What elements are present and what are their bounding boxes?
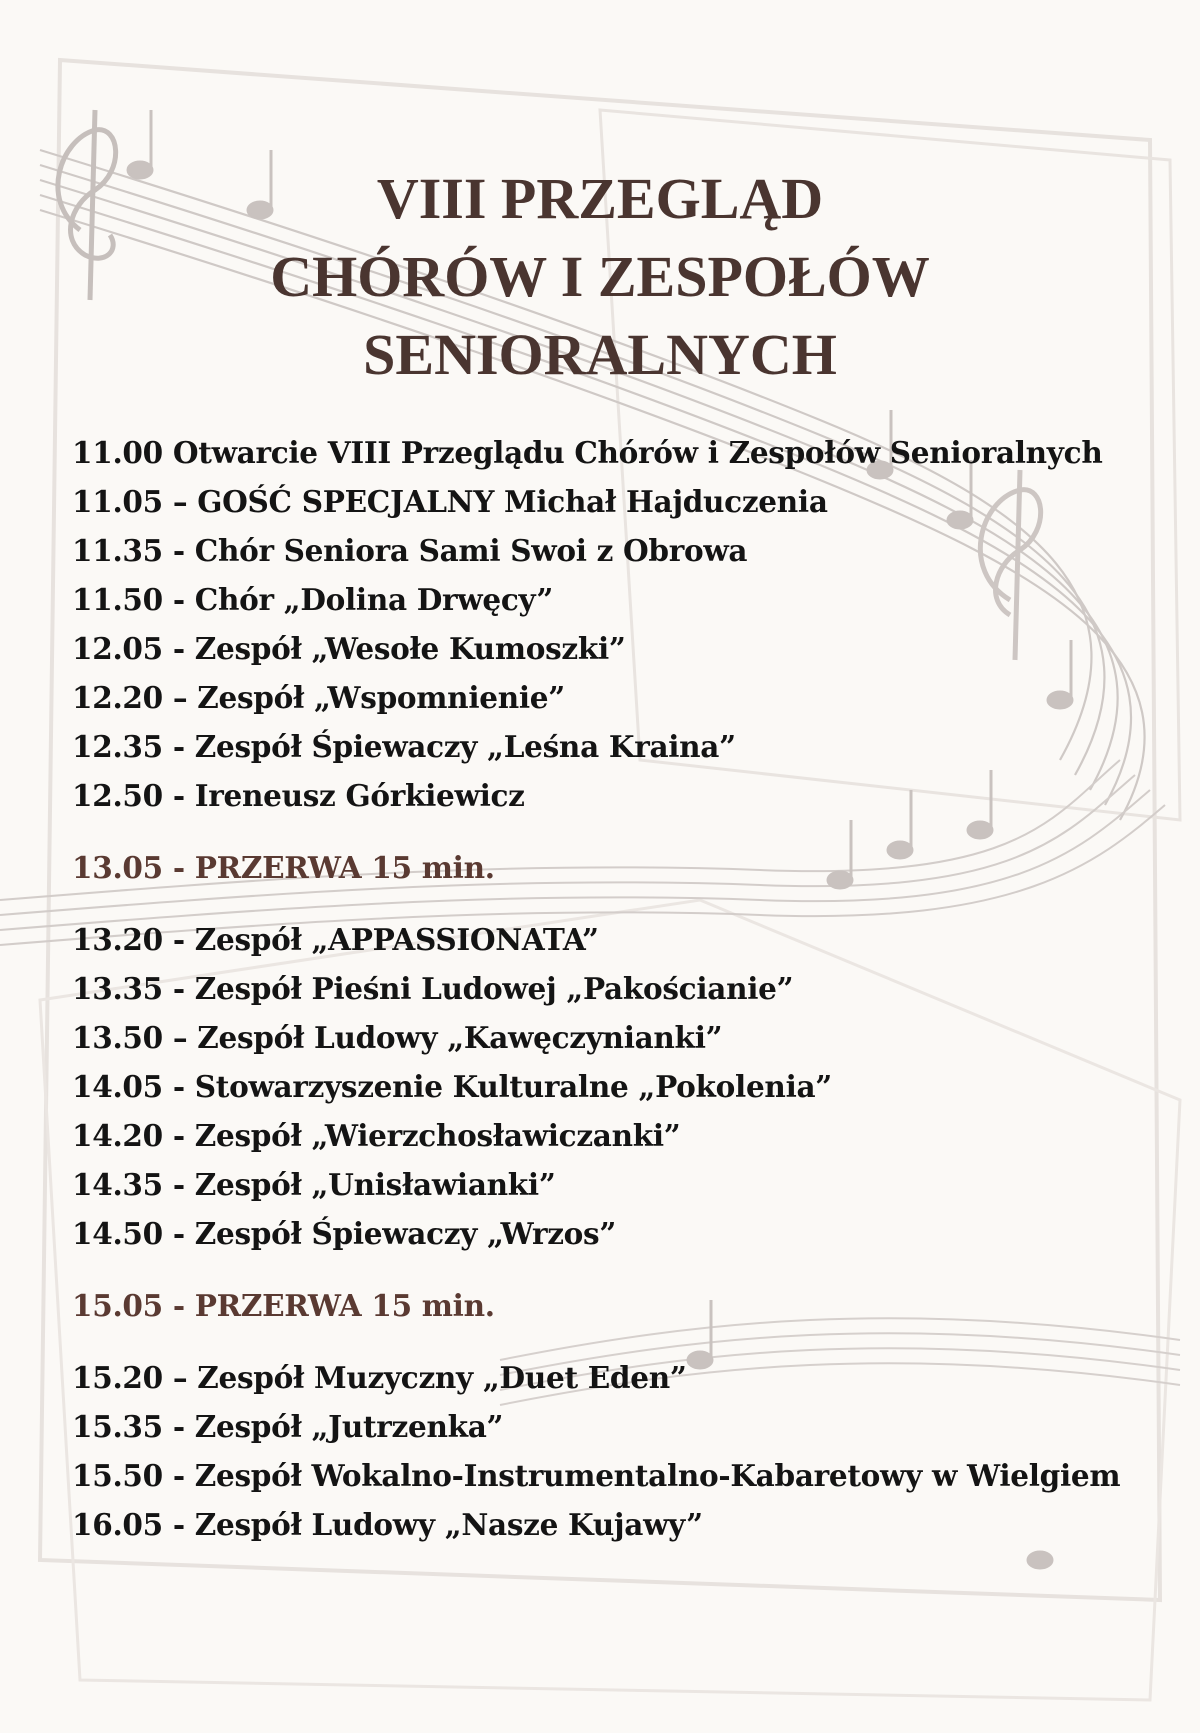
schedule-item: 16.05 - Zespół Ludowy „Nasze Kujawy”	[72, 1507, 703, 1542]
schedule-item: 15.20 – Zespół Muzyczny „Duet Eden”	[72, 1360, 687, 1395]
schedule-item: 15.35 - Zespół „Jutrzenka”	[72, 1409, 504, 1444]
schedule-item: 14.05 - Stowarzyszenie Kulturalne „Pokolenia”	[72, 1069, 832, 1104]
schedule-item: 12.20 – Zespół „Wspomnienie”	[72, 680, 565, 715]
schedule-item: 15.50 - Zespół Wokalno-Instrumentalno-Kabaretowy w Wielgiem	[72, 1458, 1121, 1493]
title-line-3: SENIORALNYCH	[363, 322, 837, 387]
schedule-item: 13.35 - Zespół Pieśni Ludowej „Pakościanie”	[72, 971, 794, 1006]
schedule-item: 11.00 Otwarcie VIII Przeglądu Chórów i Zespołów Senioralnych	[72, 435, 1103, 470]
break-item: 13.05 - PRZERWA 15 min.	[72, 850, 495, 885]
schedule-item: 11.05 – GOŚĆ SPECJALNY Michał Hajduczenia	[72, 484, 828, 519]
schedule-item: 14.50 - Zespół Śpiewaczy „Wrzos”	[72, 1216, 617, 1251]
schedule-item: 14.35 - Zespół „Unisławianki”	[72, 1167, 556, 1202]
title-line-1: VIII PRZEGLĄD	[376, 166, 824, 231]
schedule-item: 13.50 – Zespół Ludowy „Kawęczynianki”	[72, 1020, 723, 1055]
schedule-item: 11.50 - Chór „Dolina Drwęcy”	[72, 582, 554, 617]
page-title	[0, 160, 1200, 394]
schedule-item: 12.05 - Zespół „Wesołe Kumoszki”	[72, 631, 626, 666]
title-line-2: CHÓRÓW I ZESPOŁÓW	[270, 244, 930, 309]
schedule-item: 14.20 - Zespół „Wierzchosławiczanki”	[72, 1118, 681, 1153]
break-item: 15.05 - PRZERWA 15 min.	[72, 1288, 495, 1323]
schedule-item: 13.20 - Zespół „APPASSIONATA”	[72, 922, 599, 957]
schedule-item: 12.35 - Zespół Śpiewaczy „Leśna Kraina”	[72, 729, 736, 764]
schedule-list	[72, 428, 1182, 1549]
schedule-item: 11.35 - Chór Seniora Sami Swoi z Obrowa	[72, 533, 748, 568]
schedule-item: 12.50 - Ireneusz Górkiewicz	[72, 778, 525, 813]
